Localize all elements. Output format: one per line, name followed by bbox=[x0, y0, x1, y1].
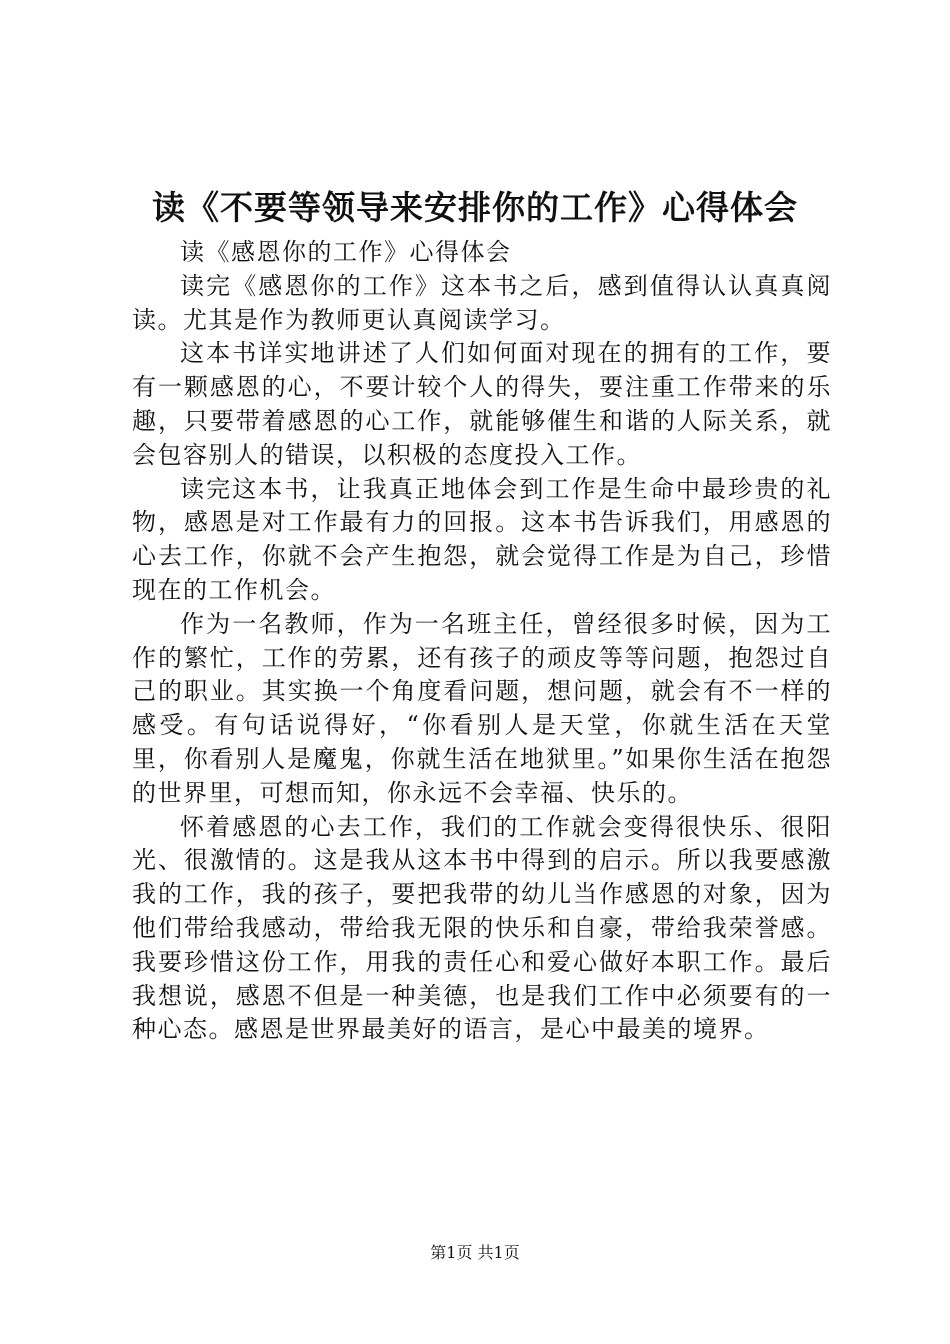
page-footer: 第1页 共1页 bbox=[430, 1243, 520, 1262]
paragraph-4: 作为一名教师，作为一名班主任，曾经很多时候，因为工作的繁忙，工作的劳累，还有孩子的顽皮等等问题，抱怨过自己的职业。其实换一个角度看问题，想问题，就会有不一样的感受。有句话说得好，“你看别人是天堂，你就生活在天堂里，你看别人是魔鬼，你就生活在地狱里。”如果你生活在抱怨的世界里，可想而知，你永远不会幸福、快乐的。 bbox=[132, 609, 832, 807]
paragraph-5: 怀着感恩的心去工作，我们的工作就会变得很快乐、很阳光、很激情的。这是我从这本书中得到的启示。所以我要感激我的工作，我的孩子，要把我带的幼儿当作感恩的对象，因为他们带给我感动，带给我无限的快乐和自豪，带给我荣誉感。我要珍惜这份工作，用我的责任心和爱心做好本职工作。最后我想说，感恩不但是一种美德，也是我们工作中必须要有的一种心态。感恩是世界最美好的语言，是心中最美的境界。 bbox=[132, 812, 832, 1044]
paragraph-subtitle: 读《感恩你的工作》心得体会 bbox=[180, 238, 512, 266]
paragraph-2: 这本书详实地讲述了人们如何面对现在的拥有的工作，要有一颗感恩的心，不要计较个人的得失，要注重工作带来的乐趣，只要带着感恩的心工作，就能够催生和谐的人际关系，就会包容别人的错误，以积极的态度投入工作。 bbox=[132, 339, 832, 469]
document-body bbox=[132, 236, 832, 1047]
document-title: 读《不要等领导来安排你的工作》心得体会 bbox=[152, 188, 798, 227]
paragraph-1: 读完《感恩你的工作》这本书之后，感到值得认认真真阅读。尤其是作为教师更认真阅读学习。 bbox=[132, 271, 832, 334]
paragraph-3: 读完这本书，让我真正地体会到工作是生命中最珍贵的礼物，感恩是对工作最有力的回报。这本书告诉我们，用感恩的心去工作，你就不会产生抱怨，就会觉得工作是为自己，珍惜现在的工作机会。 bbox=[132, 474, 832, 604]
